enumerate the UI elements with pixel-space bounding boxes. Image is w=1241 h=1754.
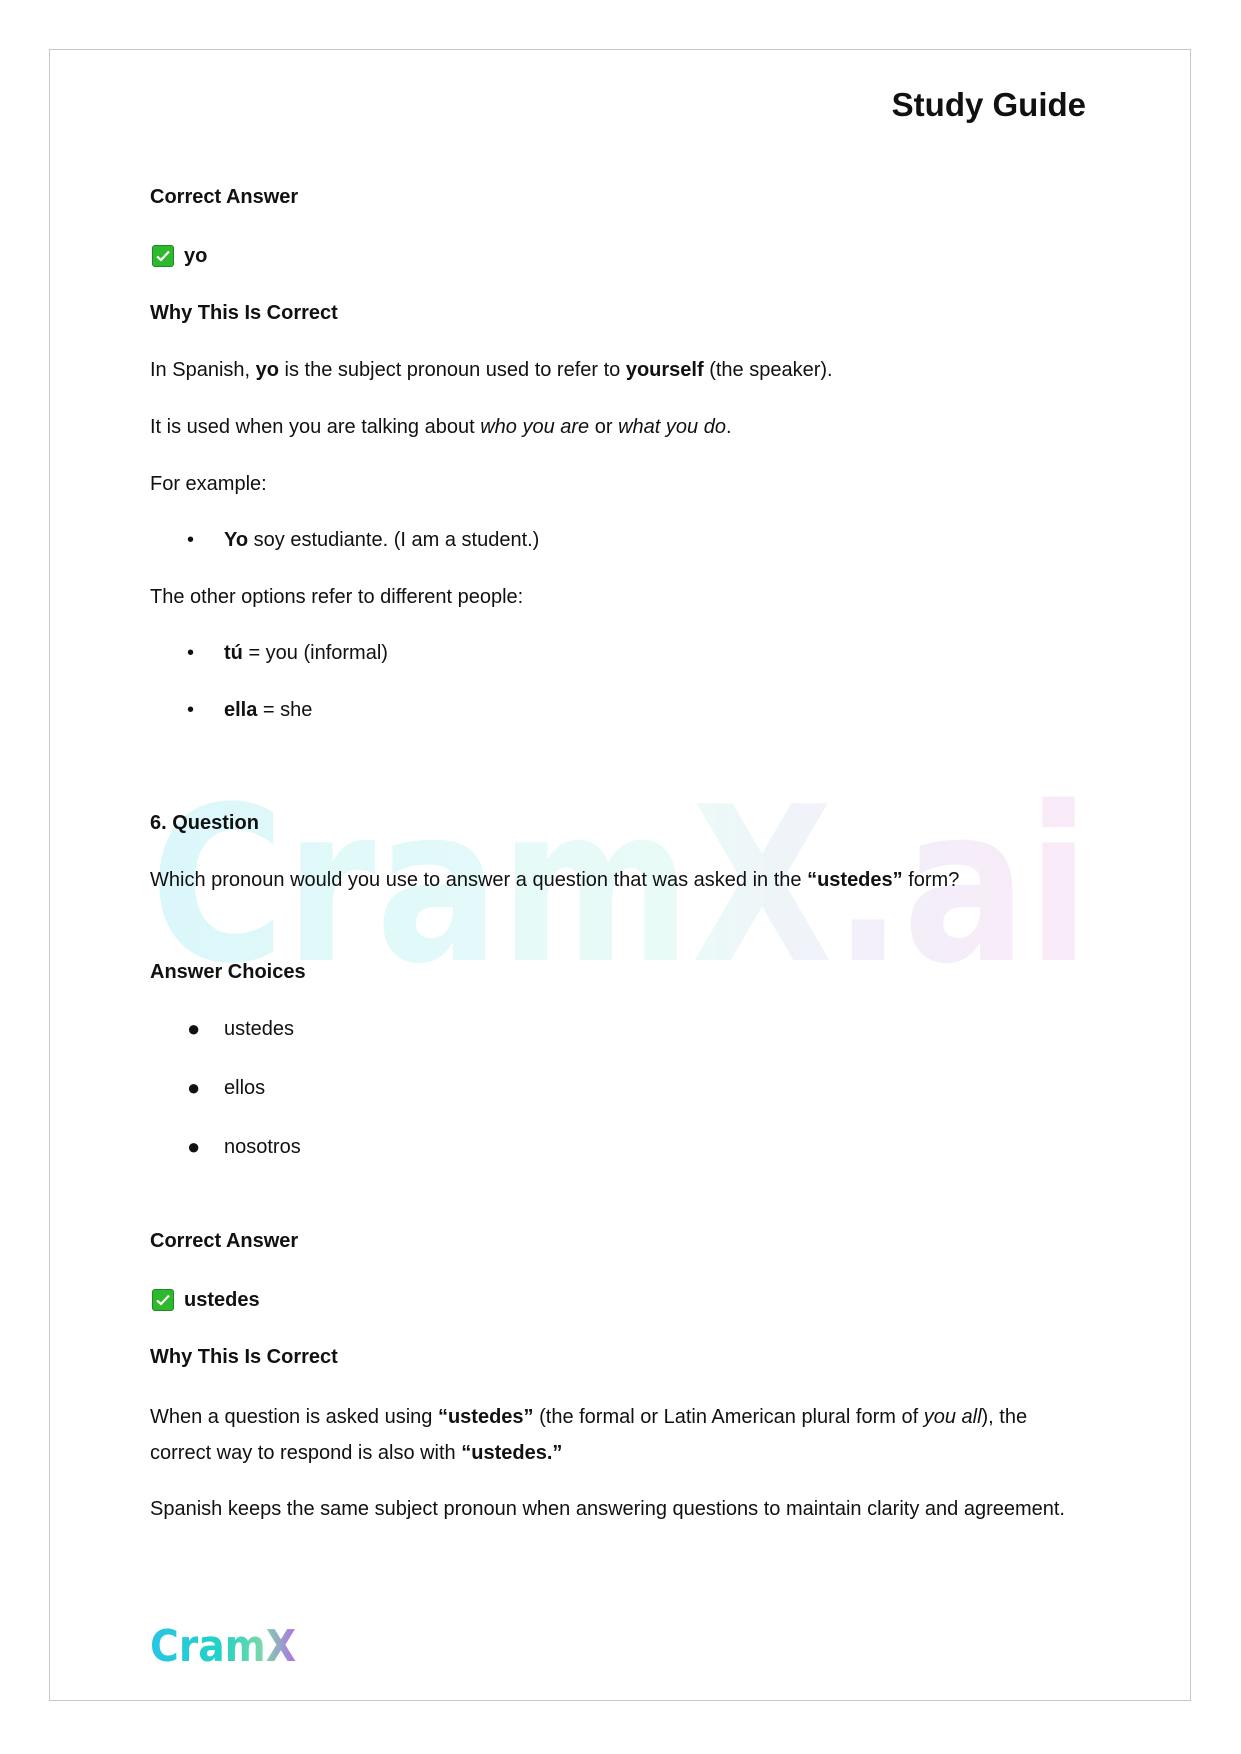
bullet-marker: ● (187, 1075, 201, 1100)
correct-answer-heading: Correct Answer (150, 1230, 299, 1252)
list-item: Yo soy estudiante. (I am a student.) (224, 529, 540, 551)
answer-choice: nosotros (224, 1136, 301, 1158)
bullet-marker: ● (187, 1134, 201, 1159)
correct-answer-heading: Correct Answer (150, 186, 299, 208)
checkmark-icon (152, 1289, 174, 1311)
bullet-marker: ● (187, 1016, 201, 1041)
question-text: Which pronoun would you use to answer a question that was asked in the “ustedes” form? (150, 869, 960, 891)
checkmark-icon (152, 245, 174, 267)
why-correct-heading: Why This Is Correct (150, 302, 338, 324)
list-item: tú = you (informal) (224, 642, 388, 664)
bullet-marker: • (187, 529, 195, 551)
explanation-paragraph: The other options refer to different people: (150, 586, 524, 608)
page-title: Study Guide (891, 86, 1086, 123)
explanation-paragraph: For example: (150, 473, 267, 495)
explanation-paragraph: It is used when you are talking about who you are or what you do. (150, 416, 732, 438)
list-item: ella = she (224, 699, 313, 721)
correct-answer-text: ustedes (184, 1289, 260, 1311)
explanation-paragraph: When a question is asked using “ustedes” (the formal or Latin American plural form of you all), the correct way to respond is also with “ustedes.” (150, 1406, 1028, 1464)
question-heading: 6. Question (150, 812, 259, 834)
answer-choice: ellos (224, 1077, 266, 1099)
bullet-marker: • (187, 699, 195, 721)
explanation-paragraph: Spanish keeps the same subject pronoun when answering questions to maintain clarity and agreement. (150, 1498, 1065, 1520)
answer-choice: ustedes (224, 1018, 295, 1040)
explanation-paragraph: In Spanish, yo is the subject pronoun used to refer to yourself (the speaker). (150, 359, 833, 381)
bullet-marker: • (187, 642, 195, 664)
why-correct-heading: Why This Is Correct (150, 1346, 338, 1368)
correct-answer-text: yo (184, 245, 208, 267)
watermark-text: CramX.ai (150, 760, 1090, 1005)
cramx-logo (150, 1621, 300, 1669)
logo-text: CramX (150, 1621, 297, 1669)
answer-choices-heading: Answer Choices (150, 961, 306, 983)
